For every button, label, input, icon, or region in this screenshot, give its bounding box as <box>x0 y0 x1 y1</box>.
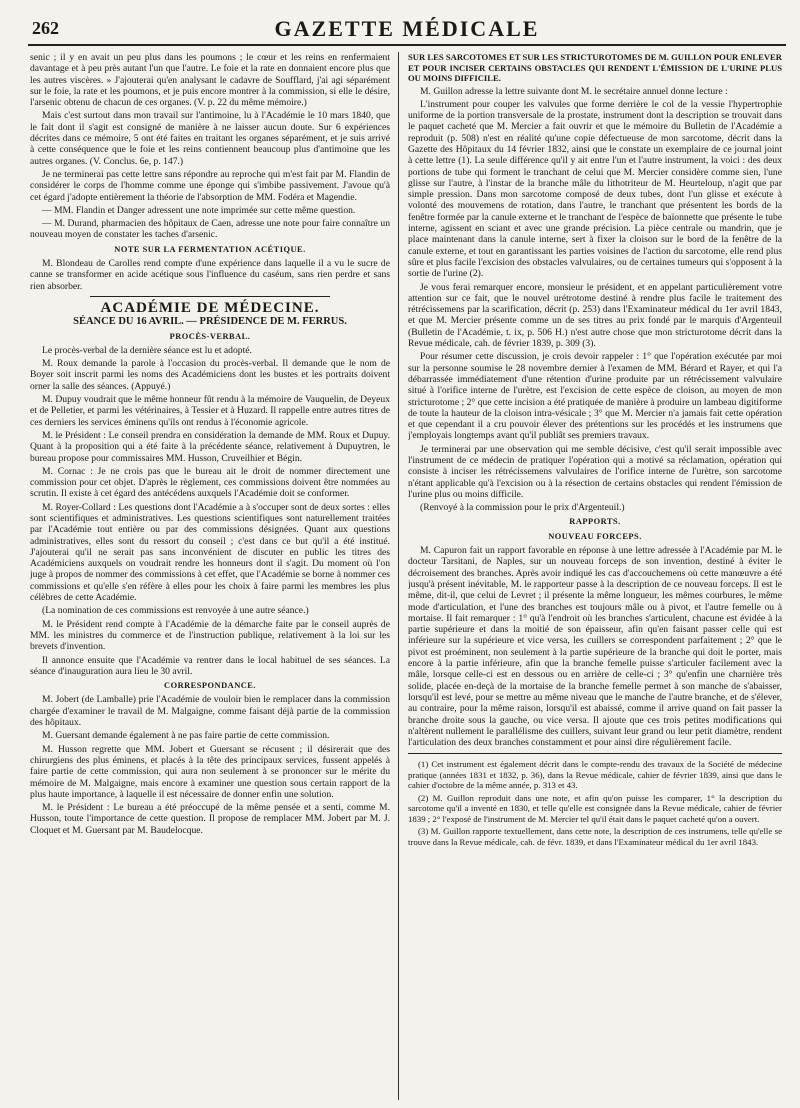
paragraph: — MM. Flandin et Danger adressent une note imprimée sur cette même question. <box>42 204 356 216</box>
paragraph: L'instrument pour couper les valvules que forme derrière le col de la vessie l'hypertrophie uniforme de la portion transversale de la prostate, instrument dont la description se trouvait dans le paquet cacheté que M. Mercier a fait ouvrir et que le mémoire du Bulletin de l'Académie a reproduit (p. 508) n'est en réalité qu'une copie défectueuse de mon sarcotome, décrit dans la Gazette des Hôpitaux du 14 février 1832, ainsi que le constate un exemplaire de ce journal joint à cette lettre (1). La seule différence qu'il y ait entre l'un et l'autre instrument, la voici : des deux portions de tube qui forment le tranchant de celui que M. Mercier considère comme sien, l'une glisse sur l'autre, à l'instar de la branche mâle du lithotriteur de M. Heurteloup, n'agit que par simple pression. Dans mon sarcotome composé de deux tubes, dont l'un glisse et exécute à volonté des mouvemens de rotation, dans l'autre, le tranchant que présentent les bords de la fenêtre formée par la canule externe et le tranchant de l'espèce de baïonnette que présente le tube interne, agissent en sciant et avec une grande précision. La pièce centrale ou mandrin, que je place maintenant dans la canule interne, sert à fixer la cloison sur le bord de la fenêtre de la canule externe, et tout en garantissant les parties voisines de l'action du sarcotome, elle rend plus sûre et plus facile l'excision des obstacles valvulaires, ou de certaines tumeurs qui s'opposent à la sortie de l'urine (2). <box>408 98 782 280</box>
paragraph: M. le Président : Le bureau a été préoccupé de la même pensée et a senti, comme M. Husson, toute l'importance de cette question. Il propose de remplacer MM. Jobert par M. J. Cloquet et M. Guersant par M. Baudelocque. <box>30 802 390 836</box>
paragraph: — M. Durand, pharmacien des hôpitaux de Caen, adresse une note pour faire connaître un nouveau moyen de constater les taches d'arsenic. <box>30 218 390 241</box>
reports-title: RAPPORTS. <box>569 517 621 527</box>
paragraph: senic ; il y en avait un peu plus dans les poumons ; le cœur et les reins en renfermaient davantage et à peu près autant l'un que l'autre. Le foie et la rate en donnaient encore plus que les autres viscères. » J'ajouterai qu'en analysant le cadavre de Soufflard, j'ai agi séparément sur le foie, la rate et les poumons, et je puis encore montrer à la commission, si elle le désire, l'arsenic obtenu de chacun de ces organes. (V. p. 22 du même mémoire.) <box>30 52 390 109</box>
paragraph: Mais c'est surtout dans mon travail sur l'antimoine, lu à l'Académie le 10 mars 1840, que le fait dont il s'agit est consigné de manière à ne laisser aucun doute. Sur 6 expériences décrites dans ce mémoire, 5 ont été faites en traitant les organes séparément, et je suis arrivé à cette conséquence que le foie et les reins contiennent beaucoup plus d'antimoine que les autres organes. (V. Conclus. 6e, p. 147.) <box>30 110 390 167</box>
paragraph: M. Husson regrette que MM. Jobert et Guersant se récusent ; il désirerait que des chirurgiens des plus éminens, et placés à la tête des principaux services, fussent appelés à faire partie de cette commission, qui aura non seulement à se prononcer sur le mérite du mémoire de M. Malgaigne, mais encore à examiner une question sous certain rapport de la plus haute importance, à laquelle il est nécessaire de donner enfin une solution. <box>30 743 390 800</box>
paragraph: M. le Président : Le conseil prendra en considération la demande de MM. Roux et Dupuy. Quant à la proposition qui a été faite à la précédente séance, relativement à Dupuytren, le bureau propose pour commissaires MM. Husson, Cruveilhier et Bégin. <box>30 429 390 464</box>
paragraph: M. Jobert (de Lamballe) prie l'Académie de vouloir bien le remplacer dans la commission chargée d'examiner le travail de M. Malgaigne, comme faisant déjà partie de la commission des hôpitaux. <box>30 694 390 729</box>
paragraph: Le procès-verbal de la dernière séance est lu et adopté. <box>42 344 252 356</box>
paragraph: Pour résumer cette discussion, je crois devoir rappeler : 1° que l'opération exécutée par moi sur la personne soumise le 28 novembre dernier à l'examen de MM. Bérard et Rayer, et qui l'a débarrassée immédiatement d'une rétention d'urine produite par un rétrécissement valvulaire situé à l'orifice interne de l'urètre, est l'excision de cette espèce de cloison, au moyen de mon stricturotome ; 2° que cette incision a été pratiquée de manière à produire un lambeau digitiforme de toute la hauteur de la cloison intra-vésicale ; 3° que M. Mercier n'a jamais fait cette opération et que cependant il a cru pouvoir élever des prétentions sur les procédés et les instrumens que j'employais longtemps avant qu'il publiât ses premiers travaux. <box>408 351 782 442</box>
paragraph: M. Roux demande la parole à l'occasion du procès-verbal. Il demande que le nom de Boyer soit inscrit parmi les noms des Académiciens dont les bustes et les portraits doivent orner la salle des séances. (Appuyé.) <box>30 358 390 392</box>
session-title: SÉANCE DU 16 AVRIL. — PRÉSIDENCE DE M. FERRUS. <box>73 316 347 328</box>
paragraph: M. Guersant demande également à ne pas faire partie de cette commission. <box>42 730 330 742</box>
footnote: (3) M. Guillon rapporte textuellement, dans cette note, la description de ces instrumens, telle qu'elle se trouve dans la Revue médicale, cah. de févr. 1839, et dans l'Examinateur médical du 1er avril 1843. <box>408 826 782 847</box>
paragraph: (La nomination de ces commissions est renvoyée à une autre séance.) <box>42 605 309 617</box>
column-divider <box>398 52 399 1100</box>
forceps-title: NOUVEAU FORCEPS. <box>548 531 642 541</box>
divider <box>90 296 330 297</box>
paragraph: M. le Président rend compte à l'Académie de la démarche faite par le conseil auprès de MM. les ministres du commerce et de l'instruction publique, relativement à la loi sur les brevets d'invention. <box>30 618 390 653</box>
paragraph: M. Blondeau de Carolles rend compte d'une expérience dans laquelle il a vu le sucre de canne se transformer en acide acétique sous l'influence du caséum, sans rien perdre et sans rien absorber. <box>30 258 390 292</box>
academy-title: ACADÉMIE DE MÉDECINE. <box>100 299 320 316</box>
article-title: SUR LES SARCOTOMES ET SUR LES STRICTUROTOMES DE M. GUILLON POUR ENLEVER ET POUR INCISER CERTAINS OBSTACLES QUI RENDENT L'ÉMISSION DE L'URINE PLUS OU MOINS DIFFICILE. <box>408 52 782 83</box>
left-column <box>30 52 390 1100</box>
paragraph: Je terminerai par une observation qui me semble décisive, c'est qu'il serait impossible avec l'instrument de ce médecin de pratiquer l'opération qui a motivé sa réclamation, opération qui consiste à inciser les rétrécissemens valvulaires de l'orifice interne de l'urètre, son sarcotome n'étant applicable qu'à l'excision ou à la résection de certains obstacles qui rendent l'émission de l'urine plus ou moins difficile. <box>408 443 782 500</box>
pv-title: PROCÈS-VERBAL. <box>169 331 251 341</box>
paragraph: M. Cornac : Je ne crois pas que le bureau ait le droit de nommer directement une commission pour cet objet. D'après le règlement, ces commissions doivent être nommées au scrutin. Il existe à cet égard des antécédens auxquels l'Académie doit se conformer. <box>30 465 390 500</box>
correspondence-title: CORRESPONDANCE. <box>164 681 256 691</box>
paragraph: (Renvoyé à la commission pour le prix d'Argenteuil.) <box>420 502 625 514</box>
paragraph: M. Royer-Collard : Les questions dont l'Académie a à s'occuper sont de deux sortes : elles sont scientifiques et administratives. Les questions scientifiques sont naturellement traitées par l'Académie tout entière ou par des commissions désignées. Quant aux questions administratives, elles sont du ressort du conseil ; c'est dans ce but qu'il a été institué. J'ajouterai qu'il ne serait pas sans inconvénient de discuter en public les titres des Académiciens auxquels on voudrait rendre les honneurs dont il s'agit. Du moment où l'on juge à propos de nommer des commissions à cet effet, que l'Académie se borne à nommer ces commissions et qu'elle s'en réfère à elles pour les choix à faire parmi les membres les plus célèbres de cette Académie. <box>30 501 390 604</box>
paragraph: Je ne terminerai pas cette lettre sans répondre au reproche qui m'est fait par M. Flandin de considérer le corps de l'homme comme une éponge qui s'imbibe passivement. J'avoue qu'à cet égard j'adopte entièrement la théorie de l'absorption de MM. Fodéra et Magendie. <box>30 168 390 203</box>
paragraph: Il annonce ensuite que l'Académie va rentrer dans le local habituel de ses séances. La séance d'inauguration aura lieu le 30 avril. <box>30 654 390 677</box>
right-column <box>408 52 782 1100</box>
page-number: 262 <box>32 18 59 38</box>
note-title: NOTE SUR LA FERMENTATION ACÉTIQUE. <box>114 244 306 254</box>
journal-title: GAZETTE MÉDICALE <box>274 16 540 41</box>
paragraph: M. Dupuy voudrait que le même honneur fût rendu à la mémoire de Vauquelin, de Deyeux et de Pelletier, et parmi les vétérinaires, à Tessier et à Huzard. Il rappelle entre autres titres de ces derniers les services éminens qu'ils ont rendus à l'économie agricole. <box>30 394 390 428</box>
footnotes <box>408 759 782 847</box>
paragraph: Je vous ferai remarquer encore, monsieur le président, et en appelant particulièrement votre attention sur ce fait, que le nouvel urétrotome destiné à rendre plus facile le traitement des rétrécissemens par la scarification, décrit (p. 253) dans l'Examinateur médical du 1er avril 1843, et que M. Mercier présente comme un de ses titres au prix fondé par le marquis d'Argenteuil (Bulletin de l'Académie, t. ix, p. 506 H.) n'est autre chose que mon stricturotome décrit dans la Revue médicale, cah. de février 1839, p. 309 (3). <box>408 281 782 350</box>
footnote: (1) Cet instrument est également décrit dans le compte-rendu des travaux de la Société de médecine pratique (années 1831 et 1832, p. 36), dans la Revue médicale, cahier de février 1839, ainsi que dans le cahier d'octobre de la même année, p. 313 et 43. <box>408 759 782 791</box>
paragraph: M. Capuron fait un rapport favorable en réponse à une lettre adressée à l'Académie par M. le docteur Tarsitani, de Naples, sur un nouveau forceps de son invention, destiné à éviter le décroisement des branches. Après avoir indiqué les cas d'accouchemens où cette manœuvre a été jusqu'à présent inévitable, M. le rapporteur passe à la description de ce nouveau forceps. Il est le même, dit-il, que celui de Levret ; il présente la même longueur, les mêmes courbures, le même mode d'articulation, et l'une des branches est toujours mâle ou à pivot, et l'autre femelle ou à mortaise. Il fait remarquer : 1° qu'à l'endroit où les branches s'articulent, chacune est évidée à la partie supérieure et dans la moitié de son épaisseur, afin qu'en faisant passer celle qui est inférieure sur la supérieure et vice versa, les cuillers se correspondent parfaitement ; 2° que le pivot est proéminent, non seulement à la partie supérieure de la branche qui doit le porter, mais encore à la partie inférieure, afin que la branche femelle puisse s'articuler facilement avec la mâle, lorsque celle-ci est en dessous ou en arrière de celle-ci ; 3° qu'enfin une charnière très solide, placée en-deçà de la mortaise de la branche femelle permet à son manche de s'abaisser, lorsqu'il est levé, pour se mettre au même niveau que le manche de l'autre branche, et de s'élever, au contraire, pour la même raison, lorsqu'il est abaissé, comme il arrive quand on fait passer la branche droite sous la gauche, ou vice versa. Il ajoute que ces trois petites modifications qui n'altèrent nullement le parallélisme des cuillers, suivant leur grand ou leur petit diamètre, rendent l'articulation des deux branches constamment et pour ainsi dire régulièrement facile. <box>408 545 782 749</box>
footnote-divider <box>408 753 782 754</box>
paragraph: M. Guillon adresse la lettre suivante dont M. le secrétaire annuel donne lecture : <box>420 85 728 97</box>
page-header <box>28 14 786 46</box>
footnote: (2) M. Guillon reproduit dans une note, et afin qu'on puisse les comparer, 1° la description du sarcotome qu'il a inventé en 1830, et telle qu'elle est consignée dans la Revue médicale, cahier de février 1839 ; 2° l'exposé de l'instrument de M. Mercier tel qu'il était dans le paquet cacheté qu'on a ouvert. <box>408 792 782 824</box>
